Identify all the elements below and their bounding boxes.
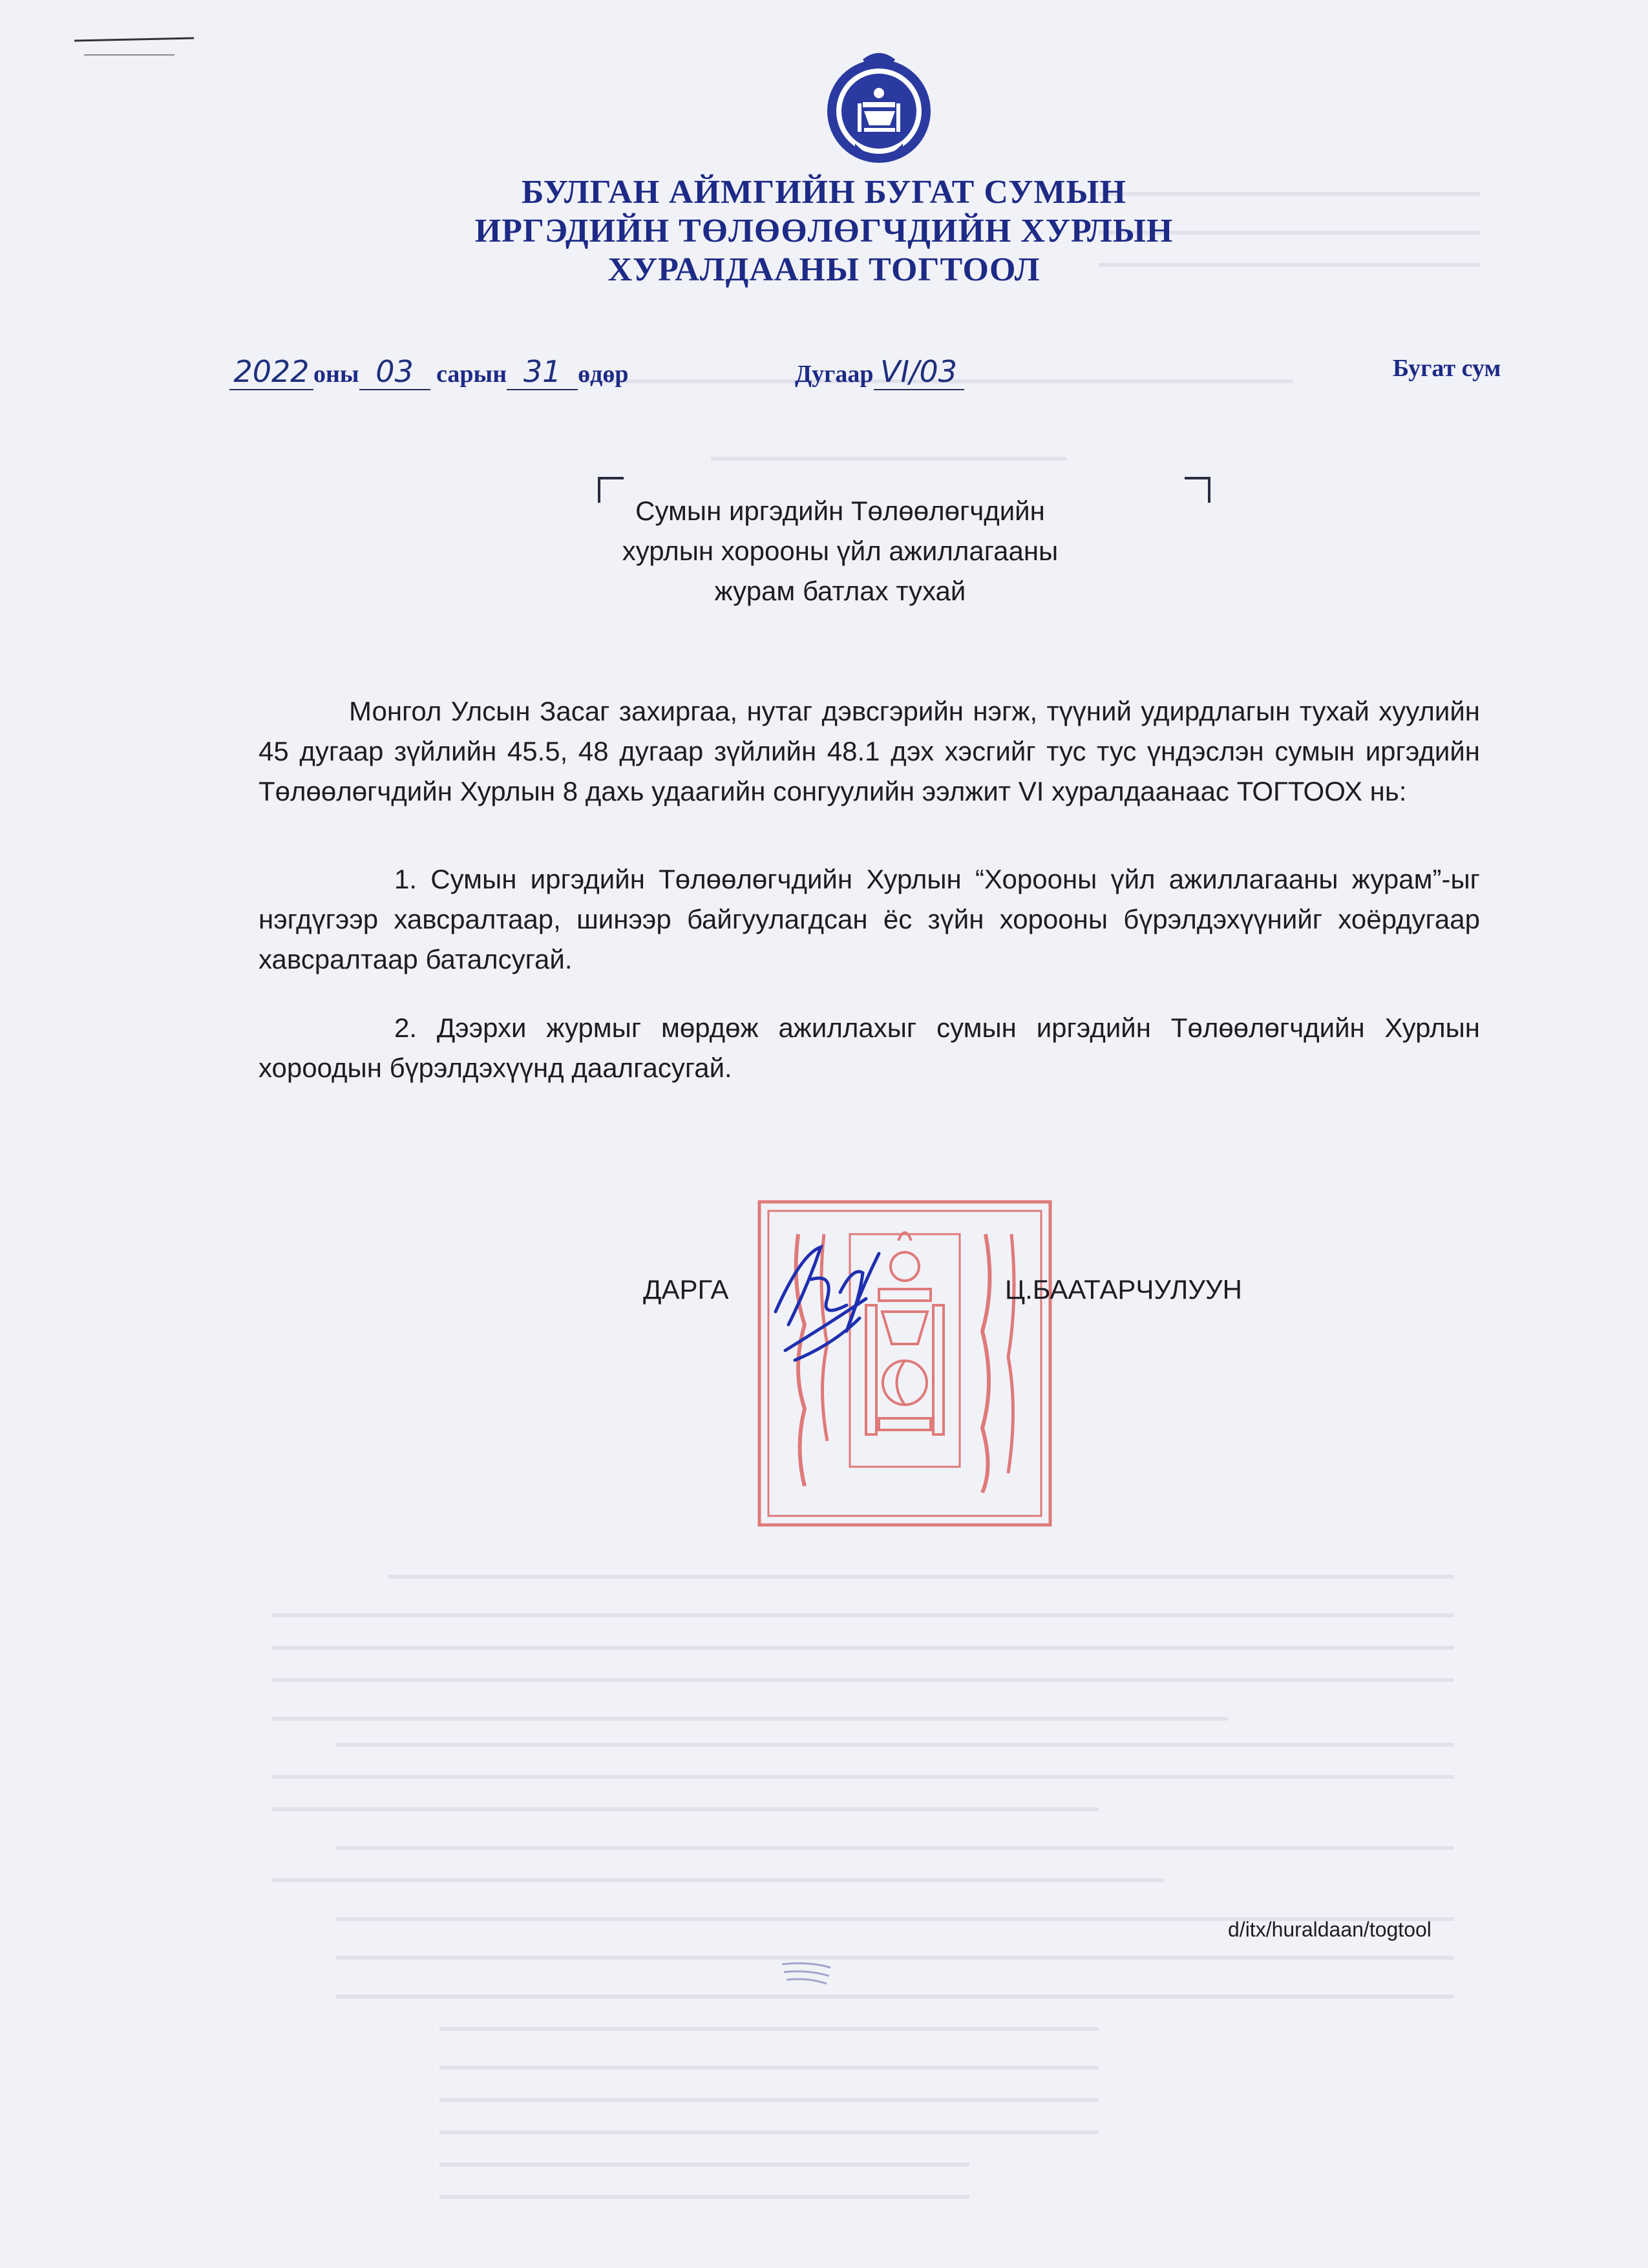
preamble-text: Монгол Улсын Засаг захиргаа, нутаг дэвсгэрийн нэгж, түүний удирдлагын тухай хуулийн 45 дугаар зүйлийн 45.5, 48 дугаар зүйлийн 48.1 дэх хэсгийг тус тус үндэслэн сумын иргэдийн Төлөөлөгчдийн Хурлын 8 дахь удаагийн сонгуулийн ээлжит VI хуралдаанаас ТОГТООХ нь: <box>259 696 1480 806</box>
signatory-title: ДАРГА <box>643 1274 729 1305</box>
pen-scribble <box>779 1958 837 1990</box>
header-line-2: ИРГЭДИЙН ТӨЛӨӨЛӨГЧДИЙН ХУРЛЫН <box>474 213 1174 249</box>
subject-line-1: Сумын иргэдийн Төлөөлөгчдийн <box>635 496 1045 526</box>
signatory-name: Ц.БААТАРЧУЛУУН <box>1005 1274 1242 1305</box>
number-label: Дугаар <box>795 361 874 388</box>
item-2-text: 2. Дээрхи журмыг мөрдөж ажиллахыг сумын иргэдийн Төлөөлөгчдийн Хурлын хороодын бүрэлдэхүүнд даалгасугай. <box>259 1013 1480 1083</box>
subject-bracket-right <box>1185 477 1210 503</box>
preamble-paragraph <box>259 691 1480 812</box>
date-day: 31 <box>507 354 578 390</box>
pen-mark <box>71 29 200 68</box>
subject-line-2: хурлын хорооны үйл ажиллагааны <box>622 536 1059 566</box>
item-1-text: 1. Сумын иргэдийн Төлөөлөгчдийн Хурлын “Хорооны үйл ажиллагааны журам”-ыг нэгдүгээр хавсралтаар, шинээр байгуулагдсан ёс зүйн хорооны бүрэлдэхүүнийг хоёрдугаар хавсралтаар баталсугай. <box>259 864 1480 974</box>
resolution-item-2 <box>259 1008 1480 1088</box>
date-year-suffix: оны <box>313 361 359 388</box>
subject-line-3: журам батлах тухай <box>714 576 966 606</box>
document-place: Бугат сум <box>1393 355 1501 382</box>
date-year: 2022 <box>229 354 313 390</box>
date-day-suffix: өдөр <box>578 361 629 388</box>
state-emblem-icon <box>818 47 940 169</box>
header-line-3: ХУРАЛДААНЫ ТОГТООЛ <box>607 251 1041 288</box>
subject-block <box>582 491 1099 611</box>
document-code: d/itx/huraldaan/togtool <box>1228 1918 1431 1941</box>
resolution-item-1 <box>259 859 1480 980</box>
number-value: VI/03 <box>874 354 964 390</box>
document-number <box>795 354 964 390</box>
date-month-suffix: сарын <box>436 361 507 388</box>
handwritten-signature <box>750 1228 905 1370</box>
date-month: 03 <box>359 354 430 390</box>
header-line-1: БУЛГАН АЙМГИЙН БУГАТ СУМЫН <box>522 174 1126 211</box>
date-field <box>229 354 628 390</box>
